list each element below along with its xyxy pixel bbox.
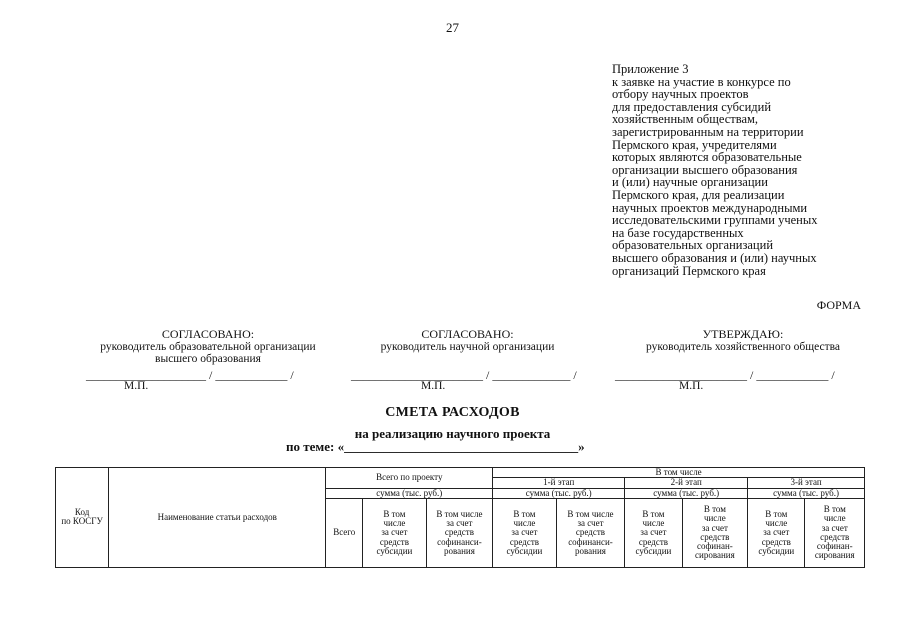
- signature-line-education: ____________________ / ____________ /: [86, 368, 294, 382]
- seal-mark-education: М.П.: [124, 380, 149, 392]
- header-total: Всего: [326, 498, 363, 567]
- header-stage-3: 3-й этап: [748, 478, 865, 488]
- approval-block-company: [612, 328, 874, 353]
- header-including: В том числе: [493, 468, 865, 478]
- estimate-theme: по теме: «____________________________________»: [286, 439, 585, 454]
- signature-line-science: ______________________ / _____________ /: [351, 368, 577, 382]
- header-stage2-cofinancing: В том числе за счет средств софинан- сирования: [682, 498, 748, 567]
- form-label: ФОРМА: [816, 298, 861, 312]
- approval-role-line: руководитель научной организации: [380, 340, 555, 353]
- header-item-name: Наименование статьи расходов: [109, 468, 326, 568]
- signature-line-company: ______________________ / ____________ /: [615, 368, 835, 382]
- estimate-subtitle: на реализацию научного проекта: [354, 426, 551, 441]
- estimate-title: СМЕТА РАСХОДОВ: [385, 405, 520, 420]
- approval-role-line: руководитель образовательной организации: [100, 340, 316, 353]
- seal-mark-science: М.П.: [421, 380, 446, 392]
- appendix-line: Приложение 3: [612, 62, 689, 76]
- appendix-line: которых являются образовательные: [612, 150, 802, 165]
- approval-block-education: [68, 328, 348, 366]
- appendix-line: организаций Пермского края: [612, 263, 766, 278]
- header-code: Код по КОСГУ: [56, 468, 109, 568]
- expense-table: [55, 467, 865, 568]
- appendix-line: зарегистрированным на территории: [612, 124, 804, 139]
- approval-role-line: руководитель хозяйственного общества: [646, 340, 840, 353]
- header-cofinancing: В том числе за счет средств софинанси- рования: [426, 498, 493, 567]
- appendix-line: Пермского края, для реализации: [612, 187, 785, 202]
- approval-block-science: [345, 328, 590, 353]
- appendix-line: для предоставления субсидий: [612, 99, 772, 114]
- appendix-line: организации высшего образования: [612, 162, 798, 177]
- header-sum-unit: сумма (тыс. руб.): [748, 488, 865, 498]
- appendix-line: исследовательскими группами ученых: [612, 213, 818, 228]
- header-stage1-cofinancing: В том числе за счет средств софинанси- рования: [556, 498, 625, 567]
- header-stage1-subsidy: В том числе за счет средств субсидии: [493, 498, 556, 567]
- header-stage-1: 1-й этап: [493, 478, 625, 488]
- header-sum-unit: сумма (тыс. руб.): [625, 488, 748, 498]
- header-stage3-cofinancing: В том числе за счет средств софинан- сирования: [805, 498, 865, 567]
- approval-label: СОГЛАСОВАНО:: [421, 327, 514, 341]
- appendix-line: к заявке на участие в конкурсе по: [612, 74, 791, 89]
- approval-role-line: высшего образования: [155, 353, 261, 365]
- appendix-line: образовательных организаций: [612, 238, 774, 253]
- appendix-line: и (или) научные организации: [612, 175, 768, 190]
- header-sum-unit: сумма (тыс. руб.): [493, 488, 625, 498]
- approval-label: СОГЛАСОВАНО:: [161, 327, 255, 341]
- header-subsidy: В том числе за счет средств субсидии: [363, 498, 426, 567]
- header-stage-2: 2-й этап: [625, 478, 748, 488]
- header-total-project: Всего по проекту: [326, 468, 493, 489]
- appendix-line: хозяйственным обществам,: [612, 112, 759, 127]
- header-sum-unit: сумма (тыс. руб.): [326, 488, 493, 498]
- appendix-note: [612, 63, 892, 277]
- seal-mark-company: М.П.: [679, 380, 704, 392]
- appendix-line: на базе государственных: [612, 225, 744, 240]
- page-number: 27: [446, 20, 459, 35]
- approval-label: УТВЕРЖДАЮ:: [702, 327, 784, 341]
- appendix-line: высшего образования и (или) научных: [612, 250, 817, 265]
- header-stage2-subsidy: В том числе за счет средств субсидии: [625, 498, 682, 567]
- appendix-line: отбору научных проектов: [612, 87, 749, 102]
- header-stage3-subsidy: В том числе за счет средств субсидии: [748, 498, 805, 567]
- appendix-line: научных проектов международными: [612, 200, 808, 215]
- appendix-line: Пермского края, учредителями: [612, 137, 777, 152]
